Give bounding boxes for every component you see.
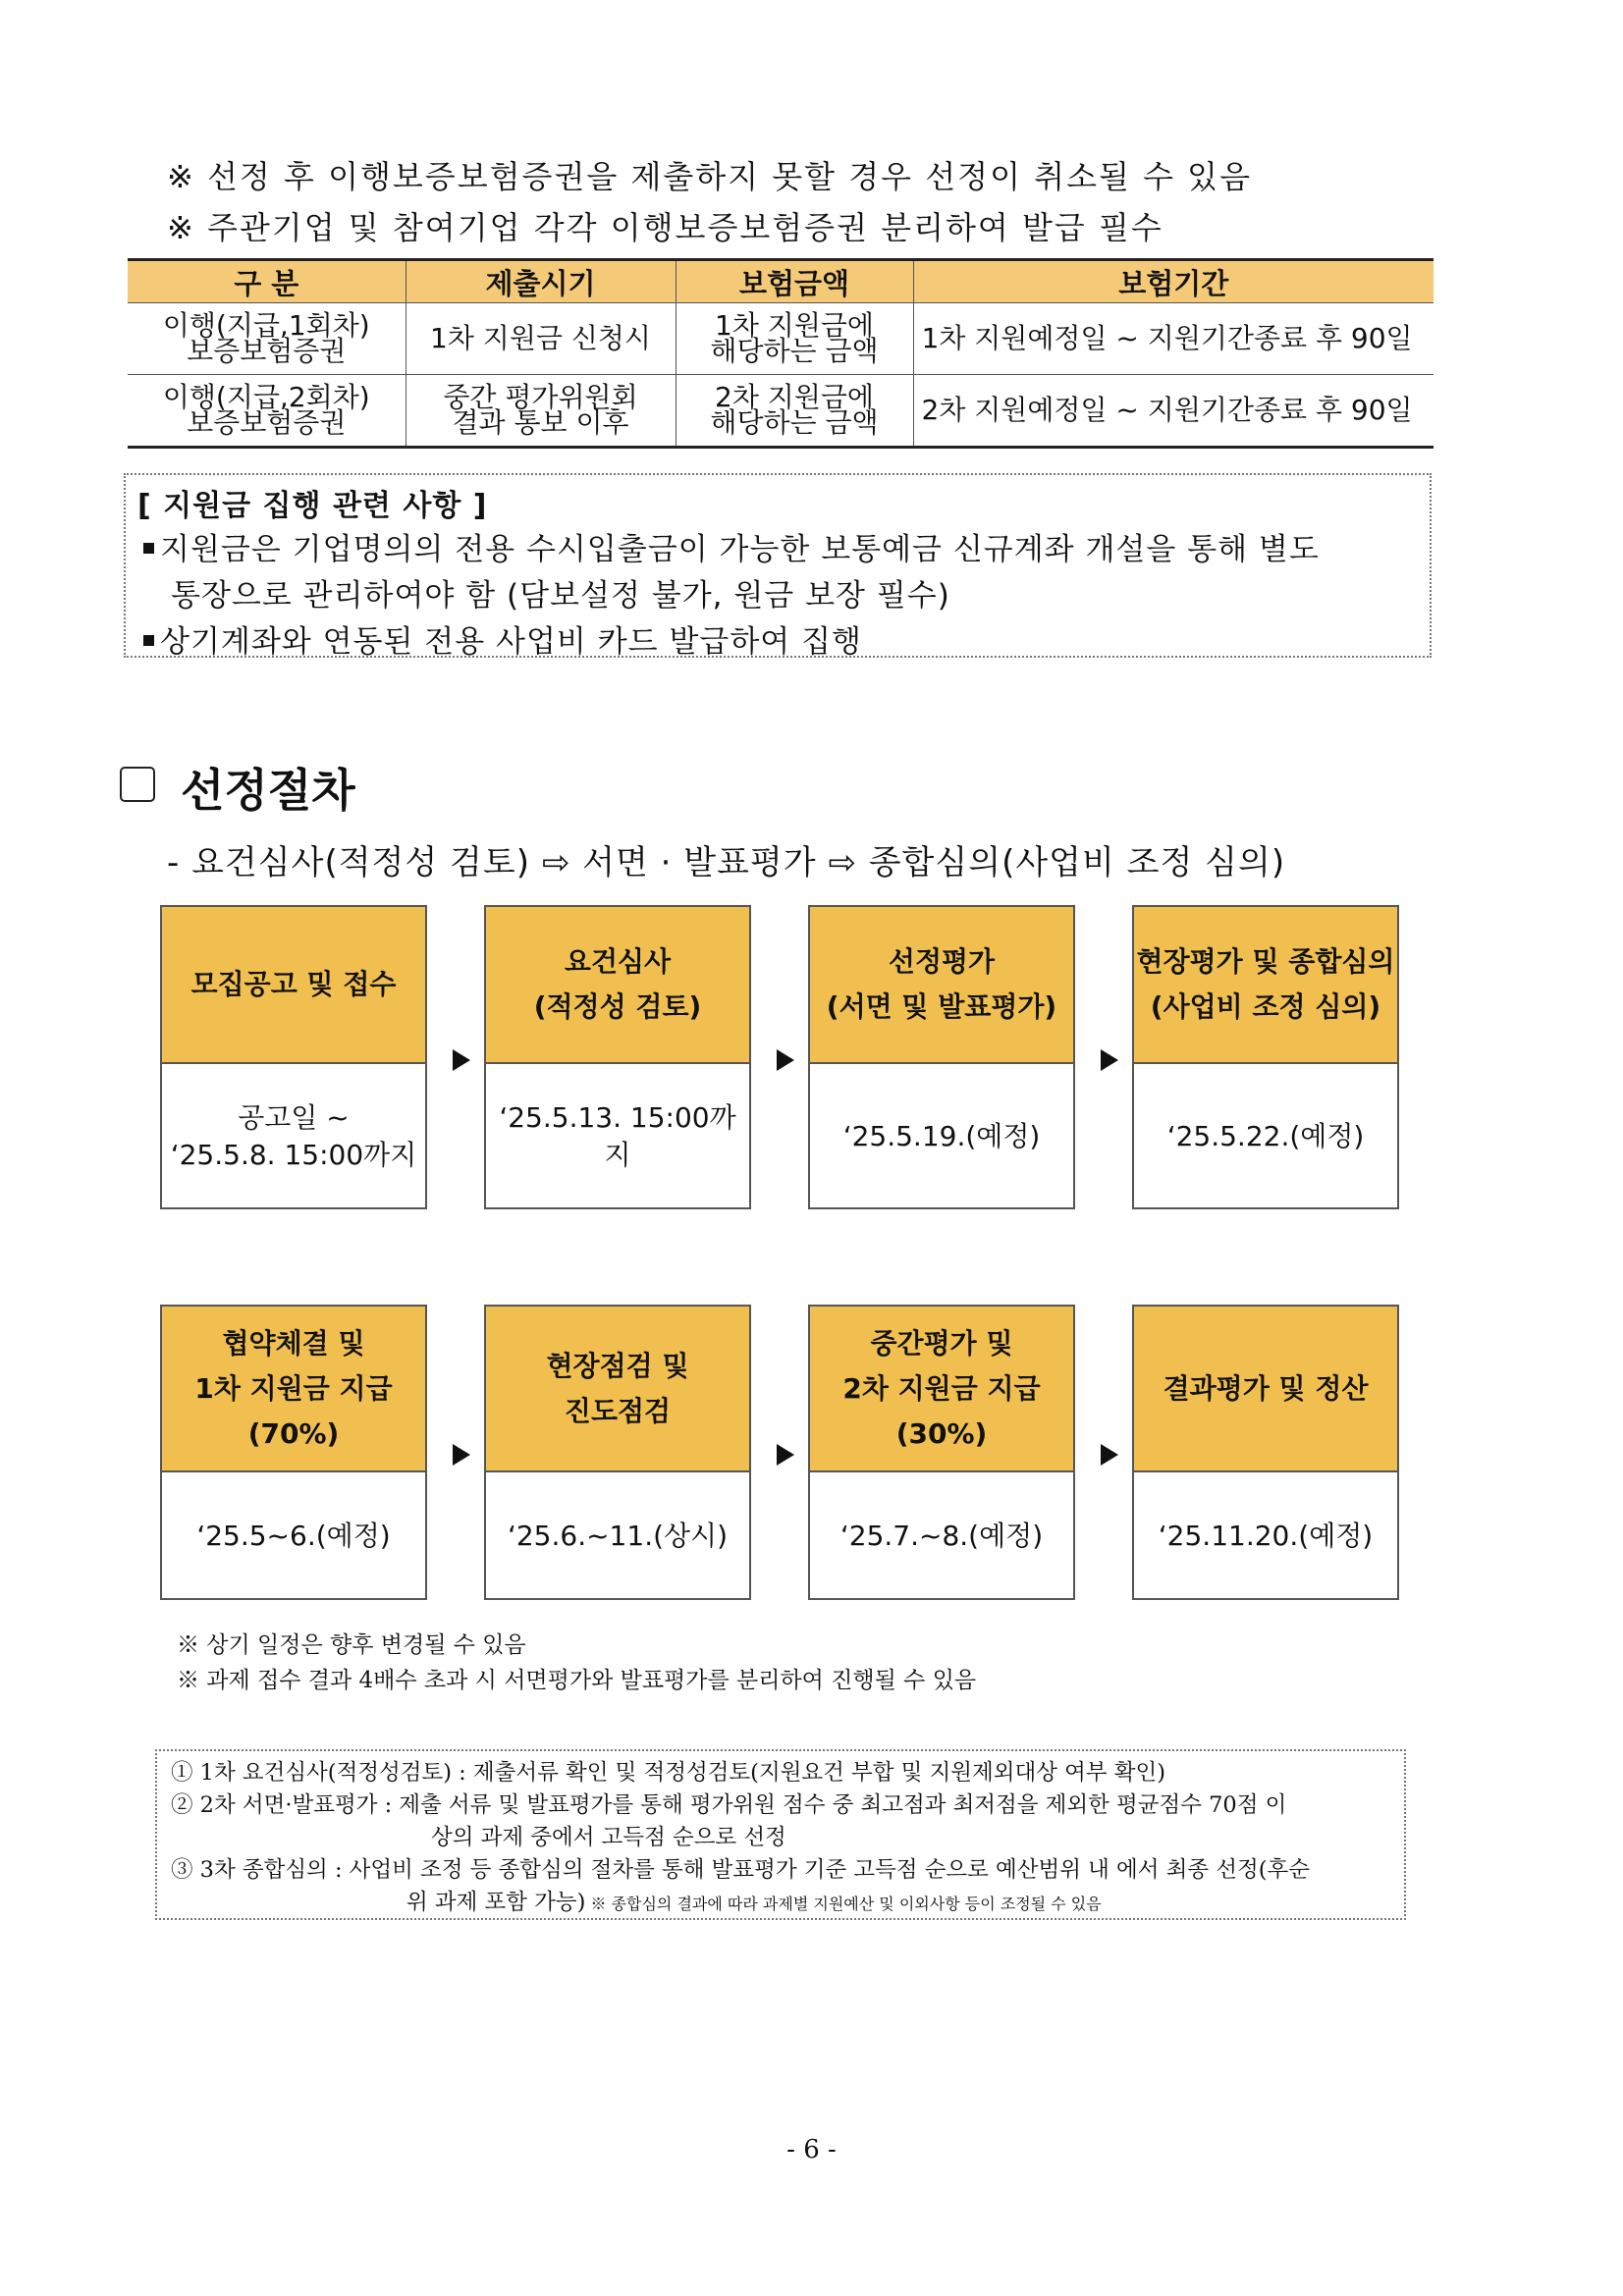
process-step-date: ‘25.5~6.(예정) xyxy=(196,1520,391,1552)
process-step xyxy=(484,1305,751,1600)
funding-box-title: [ 지원금 집행 관련 사항 ] xyxy=(137,489,488,523)
arrow-right-icon xyxy=(453,1049,470,1071)
note-schedule-change: ※ 상기 일정은 향후 변경될 수 있음 xyxy=(177,1632,526,1658)
arrow-right-icon xyxy=(1101,1049,1118,1071)
process-step-title: 중간평가 및 2차 지원금 지급(30%) xyxy=(810,1307,1073,1472)
cell-period: 2차 지원예정일 ~ 지원기간종료 후 90일 xyxy=(913,375,1434,448)
process-step-date: 공고일 ~ ‘25.5.8. 15:00까지 xyxy=(170,1101,417,1171)
process-step-title: 현장점검 및 진도점검 xyxy=(486,1307,749,1472)
note-evaluation-split: ※ 과제 접수 결과 4배수 초과 시 서면평가와 발표평가를 분리하여 진행될 수 있음 xyxy=(177,1668,977,1693)
step-2-text: ② 2차 서면·발표평가 : 제출 서류 및 발표평가를 통해 평가위원 점수 중 최고점과 최저점을 제외한 평균점수 70점 이 xyxy=(171,1792,1287,1818)
funding-rules-box xyxy=(124,473,1432,658)
cell-timing: 중간 평가위원회 결과 통보 이후 xyxy=(406,375,676,448)
note-separate-issuance: ※ 주관기업 및 참여기업 각각 이행보증보험증권 분리하여 발급 필수 xyxy=(167,209,1163,246)
process-step-title: 선정평가 (서면 및 발표평가) xyxy=(810,907,1073,1064)
funding-rule-1-cont: 통장으로 관리하여야 함 (담보설정 불가, 원금 보장 필수) xyxy=(171,578,950,614)
cell-amount: 1차 지원금에 해당하는 금액 xyxy=(676,303,913,375)
selection-flow-summary: - 요건심사(적정성 검토) ⇨ 서면 · 발표평가 ⇨ 종합심의(사업비 조정 심의) xyxy=(167,843,1286,882)
funding-rule-2: 상기계좌와 연동된 전용 사업비 카드 발급하여 집행 xyxy=(137,616,1418,663)
arrow-right-icon xyxy=(1101,1444,1118,1466)
arrow-right-icon xyxy=(777,1444,794,1466)
cell-amount: 2차 지원금에 해당하는 금액 xyxy=(676,375,913,448)
process-step xyxy=(1132,1305,1399,1600)
cell-period: 1차 지원예정일 ~ 지원기간종료 후 90일 xyxy=(913,303,1434,375)
cell-category: 이행(지급,1회차) 보증보험증권 xyxy=(128,303,406,375)
selection-steps-box xyxy=(155,1749,1406,1920)
process-step-title: 모집공고 및 접수 xyxy=(162,907,425,1064)
process-step xyxy=(160,905,427,1209)
header-category: 구 분 xyxy=(128,260,406,303)
table-header-row xyxy=(128,260,1434,303)
process-step-date: ‘25.11.20.(예정) xyxy=(1158,1520,1374,1552)
process-step-title: 결과평가 및 정산 xyxy=(1134,1307,1397,1472)
note-cancellation: ※ 선정 후 이행보증보험증권을 제출하지 못할 경우 선정이 취소될 수 있음 xyxy=(167,158,1252,195)
step-3-small-note: ※ 종합심의 결과에 따라 과제별 지원예산 및 이외사항 등이 조정될 수 있음 xyxy=(585,1895,1102,1913)
page-number: - 6 - xyxy=(786,2135,837,2164)
arrow-right-icon xyxy=(777,1049,794,1071)
header-amount: 보험금액 xyxy=(676,260,913,303)
step-2-cont: 상의 과제 중에서 고득점 순으로 선정 xyxy=(431,1825,786,1850)
insurance-table xyxy=(128,258,1434,449)
process-step xyxy=(808,1305,1075,1600)
cell-category: 이행(지급,2회차) 보증보험증권 xyxy=(128,375,406,448)
process-step xyxy=(808,905,1075,1209)
arrow-right-icon xyxy=(453,1444,470,1466)
process-step-title: 요건심사 (적정성 검토) xyxy=(486,907,749,1064)
process-step-date: ‘25.6.~11.(상시) xyxy=(507,1520,729,1552)
bullet-square-icon xyxy=(143,635,154,646)
funding-rule-1: 지원금은 기업명의의 전용 수시입출금이 가능한 보통예금 신규계좌 개설을 통해 별도 xyxy=(137,524,1418,570)
process-step xyxy=(1132,905,1399,1209)
table-row xyxy=(128,375,1434,448)
step-3-text: ③ 3차 종합심의 : 사업비 조정 등 종합심의 절차를 통해 발표평가 기준 고득점 순으로 예산범위 내 에서 최종 선정(후순 xyxy=(171,1857,1310,1883)
process-step xyxy=(484,905,751,1209)
table-row xyxy=(128,303,1434,375)
process-step xyxy=(160,1305,427,1600)
step-1-text: ① 1차 요건심사(적정성검토) : 제출서류 확인 및 적정성검토(지원요건 부합 및 지원제외대상 여부 확인) xyxy=(171,1760,1165,1786)
step-3-cont: 위 과제 포함 가능) ※ 종합심의 결과에 따라 과제별 지원예산 및 이외사항 등이 조정될 수 있음 xyxy=(406,1890,1102,1915)
header-period: 보험기간 xyxy=(913,260,1434,303)
bullet-square-icon xyxy=(143,543,154,554)
process-step-date: ‘25.5.13. 15:00까지 xyxy=(499,1101,736,1171)
process-step-date: ‘25.5.22.(예정) xyxy=(1166,1120,1365,1152)
process-step-title: 현장평가 및 종합심의 (사업비 조정 심의) xyxy=(1134,907,1397,1064)
process-step-title: 협약체결 및 1차 지원금 지급(70%) xyxy=(162,1307,425,1472)
cell-timing: 1차 지원금 신청시 xyxy=(406,303,676,375)
section-title: 선정절차 xyxy=(181,764,355,817)
process-step-date: ‘25.7.~8.(예정) xyxy=(839,1520,1044,1552)
section-checkbox-icon xyxy=(120,767,155,802)
header-timing: 제출시기 xyxy=(406,260,676,303)
process-step-date: ‘25.5.19.(예정) xyxy=(842,1120,1041,1152)
